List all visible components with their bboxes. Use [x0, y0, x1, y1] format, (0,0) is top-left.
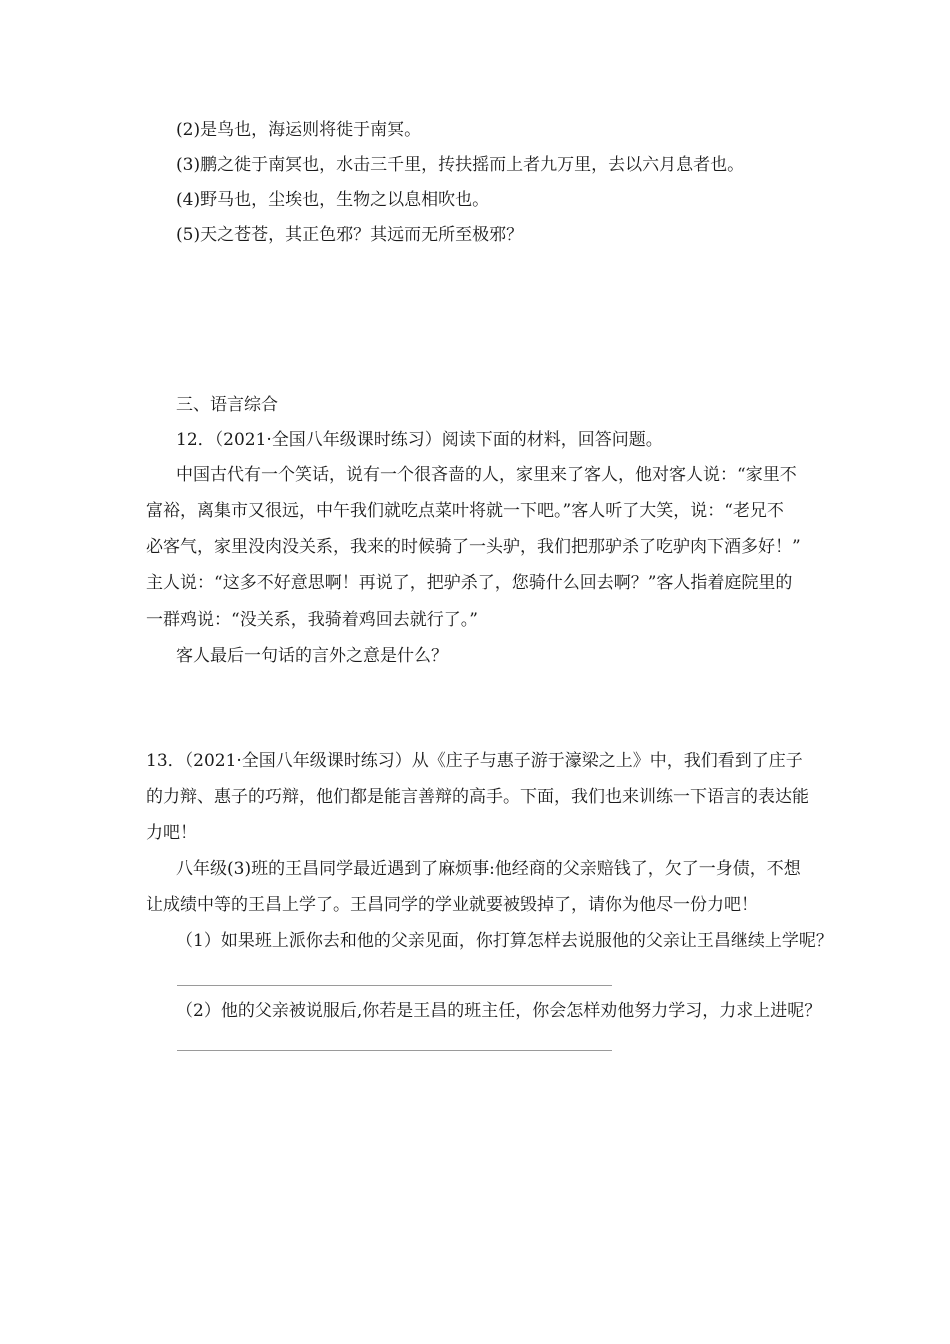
answer-line[interactable]	[177, 985, 612, 986]
sub-question-2: （2）他的父亲被说服后,你若是王昌的班主任，你会怎样劝他努力学习，力求上进呢？	[176, 1001, 822, 1021]
list-item: (5)天之苍苍，其正色邪？其远而无所至极邪？	[176, 225, 524, 245]
scenario-line: 八年级(3)班的王昌同学最近遇到了麻烦事:他经商的父亲赔钱了，欠了一身债，不想	[176, 859, 801, 879]
question-13-intro: 的力辩、惠子的巧辩，他们都是能言善辩的高手。下面，我们也来训练一下语言的表达能	[146, 787, 809, 807]
list-item: (4)野马也，尘埃也，生物之以息相吹也。	[176, 190, 490, 210]
passage-line: 主人说：“这多不好意思啊！再说了，把驴杀了，您骑什么回去啊？”客人指着庭院里的	[146, 573, 793, 593]
question-12-prompt: 客人最后一句话的言外之意是什么？	[176, 646, 448, 666]
list-item: (3)鹏之徙于南冥也，水击三千里，抟扶摇而上者九万里，去以六月息者也。	[176, 155, 745, 175]
answer-line[interactable]	[177, 1050, 612, 1051]
passage-line: 富裕，离集市又很远，中午我们就吃点菜叶将就一下吧。”客人听了大笑，说：“老兄不	[146, 501, 784, 521]
question-13-header: 13．（2021·全国八年级课时练习）从《庄子与惠子游于濠梁之上》中，我们看到了庄子	[146, 751, 803, 771]
question-12-header: 12．（2021·全国八年级课时练习）阅读下面的材料，回答问题。	[176, 430, 663, 450]
passage-line: 中国古代有一个笑话，说有一个很吝啬的人，家里来了客人，他对客人说：“家里不	[176, 465, 797, 485]
sub-question-1: （1）如果班上派你去和他的父亲见面，你打算怎样去说服他的父亲让王昌继续上学呢？	[176, 931, 833, 951]
passage-line: 必客气，家里没肉没关系，我来的时候骑了一头驴，我们把那驴杀了吃驴肉下酒多好！”	[146, 537, 801, 557]
scenario-line: 让成绩中等的王昌上学了。王昌同学的学业就要被毁掉了，请你为他尽一份力吧！	[146, 895, 758, 915]
list-item: (2)是鸟也，海运则将徙于南冥。	[176, 120, 422, 140]
passage-line: 一群鸡说：“没关系，我骑着鸡回去就行了。”	[146, 610, 478, 630]
section-heading: 三、语言综合	[176, 395, 278, 415]
question-13-intro: 力吧！	[146, 823, 197, 843]
